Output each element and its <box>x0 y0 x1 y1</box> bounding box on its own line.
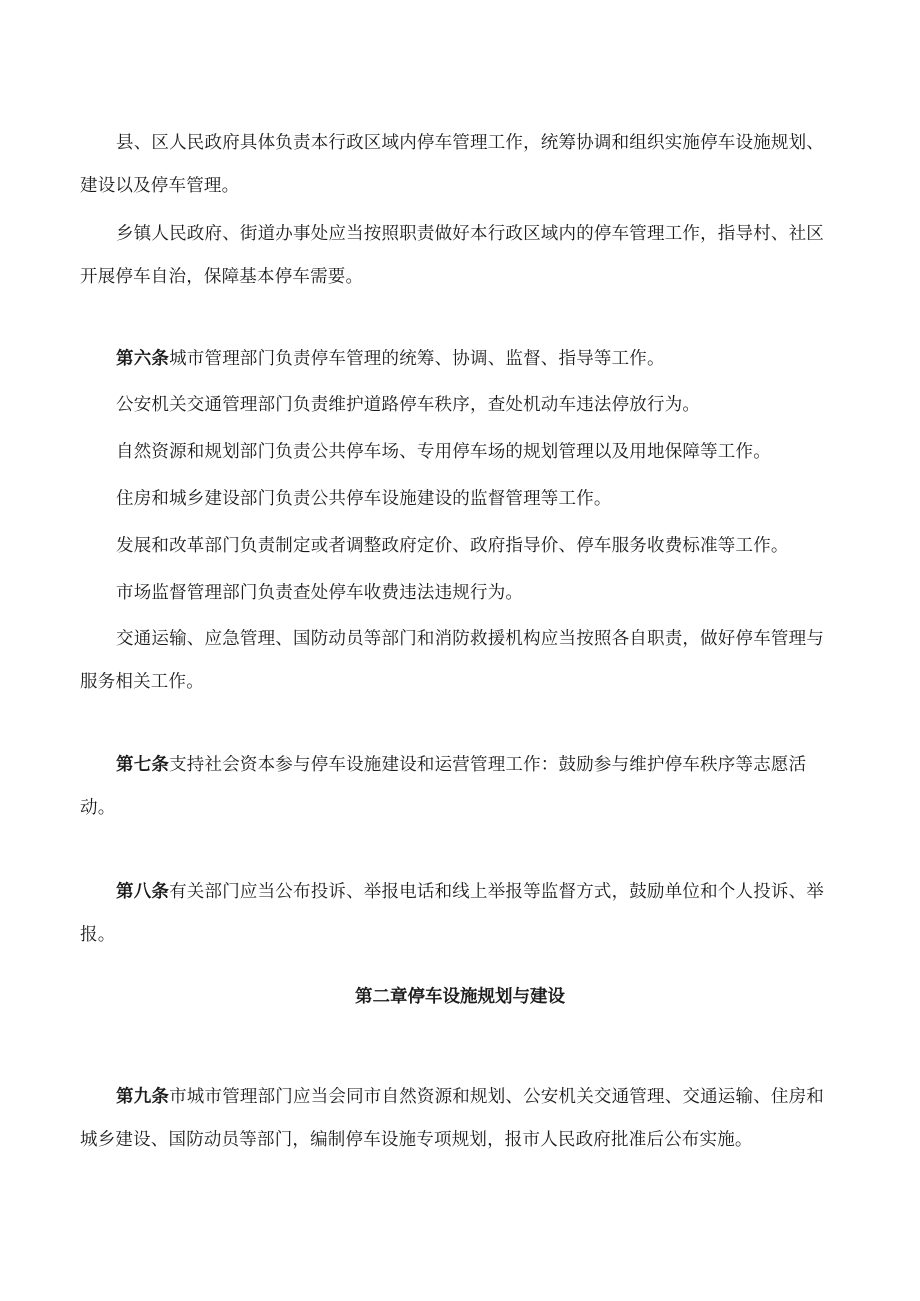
paragraph-development-reform <box>80 525 840 568</box>
chapter-title: 第二章停车设施规划与建设 <box>355 987 565 1007</box>
paragraph-transport-emergency <box>80 618 840 704</box>
paragraph-text: 住房和城乡建设部门负责公共停车设施建设的监督管理等工作。 <box>116 489 612 509</box>
article-9-paragraph <box>80 1076 840 1162</box>
paragraph-township-responsibility <box>80 213 840 299</box>
article-number: 第七条 <box>116 755 170 775</box>
article-number: 第九条 <box>116 1087 170 1107</box>
article-7-paragraph <box>80 744 840 830</box>
article-number: 第八条 <box>116 882 170 902</box>
paragraph-text: 市城市管理部门应当会同市自然资源和规划、公安机关交通管理、交通运输、住房和城乡建设、国防动员等部门，编制停车设施专项规划，报市人民政府批准后公布实施。 <box>80 1087 825 1150</box>
paragraph-text: 县、区人民政府具体负责本行政区域内停车管理工作，统筹协调和组织实施停车设施规划、建设以及停车管理。 <box>80 133 824 196</box>
paragraph-text: 城市管理部门负责停车管理的统筹、协调、监督、指导等工作。 <box>169 349 665 369</box>
paragraph-text: 乡镇人民政府、街道办事处应当按照职责做好本行政区域内的停车管理工作，指导村、社区开展停车自治，保障基本停车需要。 <box>80 224 824 287</box>
paragraph-text: 自然资源和规划部门负责公共停车场、专用停车场的规划管理以及用地保障等工作。 <box>116 442 771 462</box>
paragraph-county-responsibility <box>80 122 840 208</box>
paragraph-housing <box>80 478 840 521</box>
paragraph-text: 有关部门应当公布投诉、举报电话和线上举报等监督方式，鼓励单位和个人投诉、举报。 <box>80 882 825 945</box>
article-number: 第六条 <box>116 349 170 369</box>
paragraph-text: 交通运输、应急管理、国防动员等部门和消防救援机构应当按照各自职责，做好停车管理与服务相关工作。 <box>80 629 824 692</box>
paragraph-text: 公安机关交通管理部门负责维护道路停车秩序，查处机动车违法停放行为。 <box>116 395 701 415</box>
paragraph-natural-resources <box>80 431 840 474</box>
article-6-paragraph <box>80 338 840 381</box>
paragraph-text: 市场监督管理部门负责查处停车收费违法违规行为。 <box>116 583 524 603</box>
paragraph-public-security <box>80 384 840 427</box>
paragraph-market-supervision <box>80 572 840 615</box>
paragraph-text: 发展和改革部门负责制定或者调整政府定价、政府指导价、停车服务收费标准等工作。 <box>116 536 789 556</box>
article-8-paragraph <box>80 871 840 957</box>
paragraph-text: 支持社会资本参与停车设施建设和运营管理工作：鼓励参与维护停车秩序等志愿活动。 <box>80 755 807 818</box>
